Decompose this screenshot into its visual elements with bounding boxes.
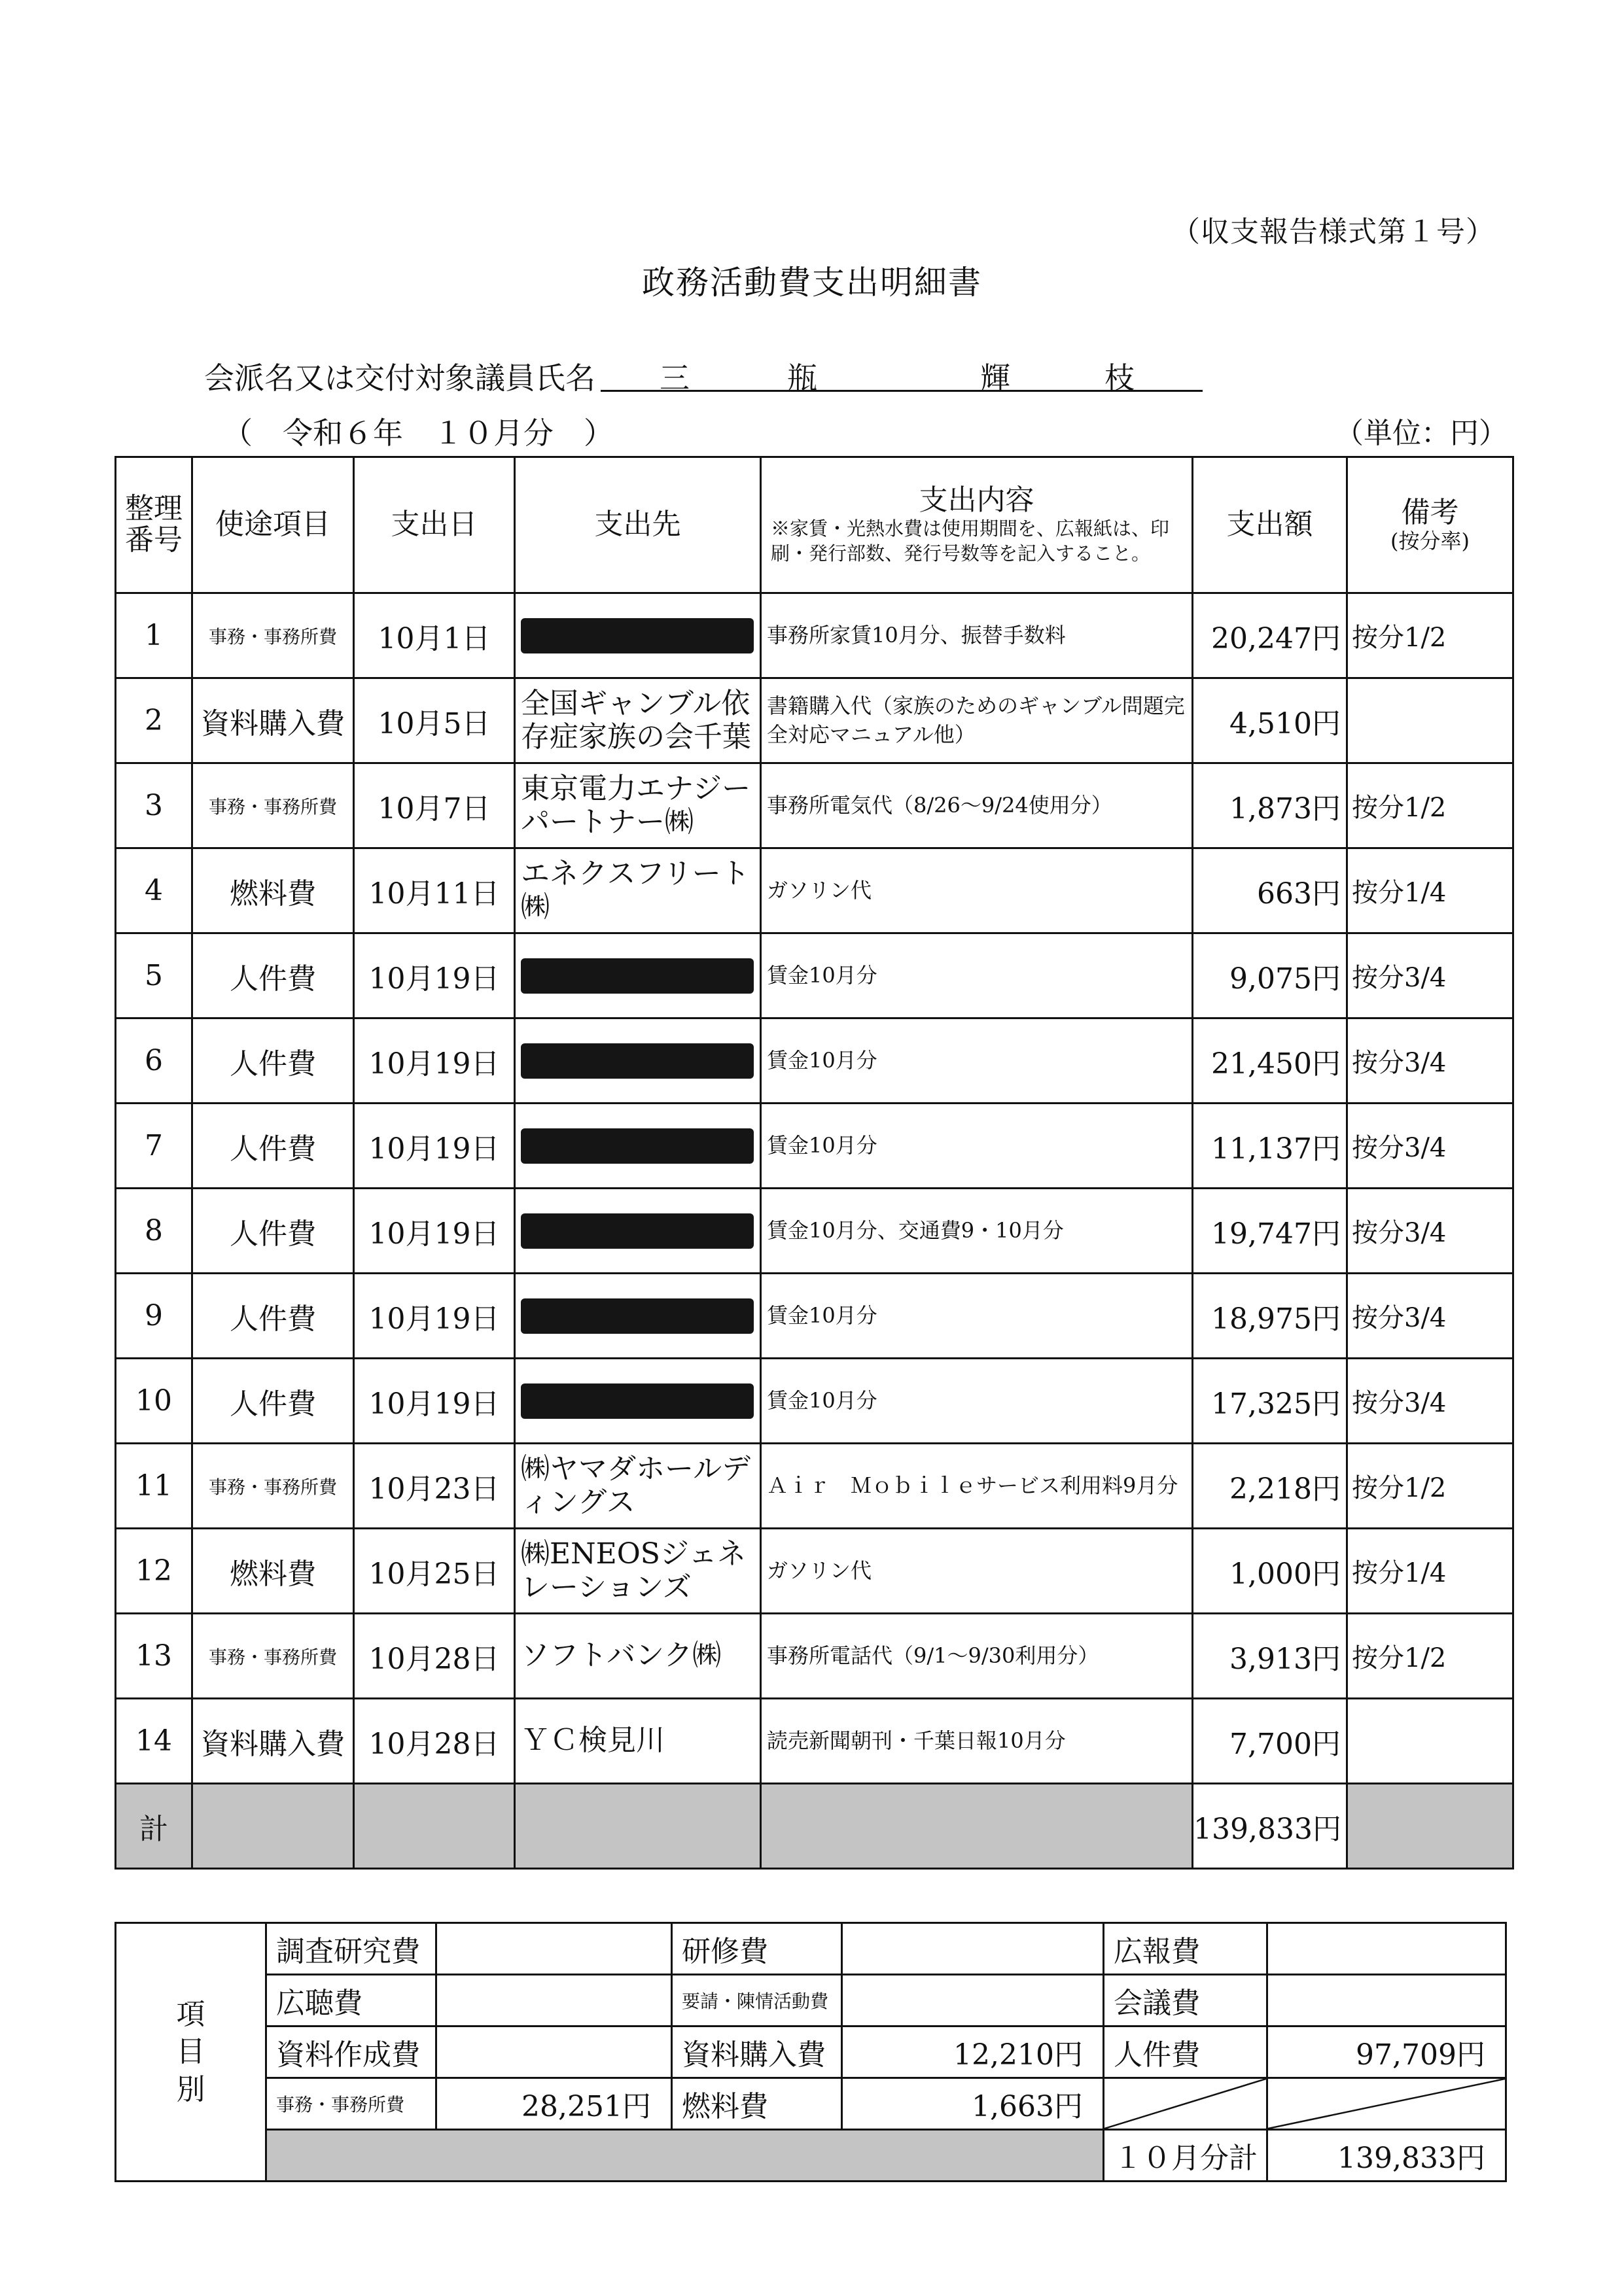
row-content: 賃金10月分 [761,1104,1193,1189]
row-payee: 東京電力エナジーパートナー㈱ [515,763,761,848]
table-row [116,848,1513,933]
row-amount: 11,137円 [1193,1104,1347,1189]
redaction-block [521,1298,754,1334]
summary-label-personnel: 人件費 [1104,2026,1267,2078]
row-number: 4 [116,848,192,933]
row-note [1347,678,1513,763]
row-content: 書籍購入代（家族のためのギャンブル問題完全対応マニュアル他） [761,678,1193,763]
row-payee [515,1018,761,1104]
row-amount: 21,450円 [1193,1018,1347,1104]
expense-table [115,456,1514,1870]
total-empty-cell [761,1784,1193,1869]
redaction-block [521,1383,754,1419]
row-note: 按分1/2 [1347,1614,1513,1699]
summary-label-materials-make: 資料作成費 [266,2026,436,2078]
row-number: 14 [116,1699,192,1784]
row-category: 燃料費 [192,848,354,933]
summary-label-meeting: 会議費 [1104,1975,1267,2026]
row-date: 10月7日 [354,763,515,848]
summary-label-petition: 要請・陳情活動費 [672,1975,842,2026]
row-category: 事務・事務所費 [192,1614,354,1699]
row-number: 8 [116,1189,192,1274]
row-amount: 19,747円 [1193,1189,1347,1274]
row-category: 事務・事務所費 [192,593,354,678]
table-row [116,1529,1513,1614]
row-category: 人件費 [192,1018,354,1104]
member-name-char: 瓶 [787,360,817,396]
form-code: （収支報告様式第１号） [1171,215,1495,249]
table-row [116,1444,1513,1529]
row-content: 賃金10月分 [761,1274,1193,1359]
summary-value-meeting [1267,1975,1506,2026]
table-row [116,763,1513,848]
row-content: 賃金10月分、交通費9・10月分 [761,1189,1193,1274]
summary-value-fuel: 1,663円 [842,2078,1104,2130]
row-number: 10 [116,1359,192,1444]
col-header-payee: 支出先 [515,457,761,593]
summary-month-total-value: 139,833円 [1267,2130,1506,2182]
row-content: Ａｉｒ Ｍｏｂｉｌｅサービス利用料9月分 [761,1444,1193,1529]
row-payee [515,1189,761,1274]
col-header-note [1347,457,1513,593]
row-note: 按分1/2 [1347,1444,1513,1529]
row-amount: 2,218円 [1193,1444,1347,1529]
row-amount: 4,510円 [1193,678,1347,763]
table-row [116,678,1513,763]
row-note: 按分1/4 [1347,848,1513,933]
row-content: ガソリン代 [761,1529,1193,1614]
col-header-no: 整理番号 [116,457,192,593]
row-payee: ソフトバンク㈱ [515,1614,761,1699]
row-note: 按分1/2 [1347,593,1513,678]
row-payee: 全国ギャンブル依存症家族の会千葉 [515,678,761,763]
row-category: 事務・事務所費 [192,763,354,848]
total-empty-cell [354,1784,515,1869]
summary-label-research: 調査研究費 [266,1923,436,1975]
category-summary-table [115,1922,1507,2182]
summary-label-hearing: 広聴費 [266,1975,436,2026]
row-amount: 3,913円 [1193,1614,1347,1699]
row-payee: ㈱ENEOSジェネレーションズ [515,1529,761,1614]
row-number: 12 [116,1529,192,1614]
row-number: 9 [116,1274,192,1359]
row-category: 資料購入費 [192,678,354,763]
row-payee [515,933,761,1018]
row-amount: 7,700円 [1193,1699,1347,1784]
col-header-amount: 支出額 [1193,457,1347,593]
row-note [1347,1699,1513,1784]
row-amount: 18,975円 [1193,1274,1347,1359]
redaction-block [521,1213,754,1249]
row-content: 事務所電話代（9/1～9/30利用分） [761,1614,1193,1699]
summary-label-pr: 広報費 [1104,1923,1267,1975]
row-content: 賃金10月分 [761,1359,1193,1444]
row-payee: ＹＣ検見川 [515,1699,761,1784]
row-category: 人件費 [192,1104,354,1189]
member-name-char: 輝 [980,360,1010,396]
row-content: 賃金10月分 [761,1018,1193,1104]
row-date: 10月23日 [354,1444,515,1529]
row-amount: 17,325円 [1193,1359,1347,1444]
summary-gray-band [266,2130,1104,2182]
summary-month-total-label: １０月分計 [1104,2130,1267,2182]
member-name-char: 三 [660,360,690,396]
table-row [116,1359,1513,1444]
row-category: 人件費 [192,933,354,1018]
row-amount: 663円 [1193,848,1347,933]
row-note: 按分1/2 [1347,763,1513,848]
redaction-block [521,1128,754,1164]
row-payee [515,1274,761,1359]
row-note: 按分3/4 [1347,1274,1513,1359]
summary-label-materials-buy: 資料購入費 [672,2026,842,2078]
summary-label-fuel: 燃料費 [672,2078,842,2130]
row-number: 5 [116,933,192,1018]
row-content: 事務所電気代（8/26～9/24使用分） [761,763,1193,848]
row-category: 人件費 [192,1359,354,1444]
col-header-note-title: 備考 [1401,495,1459,529]
row-payee: ㈱ヤマダホールディングス [515,1444,761,1529]
col-header-category: 使途項目 [192,457,354,593]
total-empty-cell [192,1784,354,1869]
total-amount: 139,833円 [1193,1784,1347,1869]
row-note: 按分1/4 [1347,1529,1513,1614]
total-row [116,1784,1513,1869]
row-date: 10月19日 [354,1359,515,1444]
col-header-note-sub: (按分率) [1390,529,1470,554]
table-row [116,1018,1513,1104]
row-number: 11 [116,1444,192,1529]
row-note: 按分3/4 [1347,933,1513,1018]
row-category: 資料購入費 [192,1699,354,1784]
row-amount: 1,000円 [1193,1529,1347,1614]
row-date: 10月28日 [354,1699,515,1784]
row-date: 10月1日 [354,593,515,678]
member-name [601,352,1203,396]
summary-value-materials-make [436,2026,672,2078]
summary-label-office: 事務・事務所費 [266,2078,436,2130]
total-empty-cell [1347,1784,1513,1869]
row-date: 10月28日 [354,1614,515,1699]
row-date: 10月19日 [354,933,515,1018]
row-date: 10月19日 [354,1104,515,1189]
row-content: 読売新聞朝刊・千葉日報10月分 [761,1699,1193,1784]
summary-value-office: 28,251円 [436,2078,672,2130]
summary-value-pr [1267,1923,1506,1975]
table-header-row [116,457,1513,593]
redaction-block [521,618,754,653]
row-number: 6 [116,1018,192,1104]
table-row [116,1189,1513,1274]
row-date: 10月19日 [354,1018,515,1104]
summary-value-training [842,1923,1104,1975]
row-amount: 9,075円 [1193,933,1347,1018]
summary-value-personnel: 97,709円 [1267,2026,1506,2078]
row-note: 按分3/4 [1347,1189,1513,1274]
table-row [116,1699,1513,1784]
row-content: 賃金10月分 [761,933,1193,1018]
row-payee: エネクスフリート㈱ [515,848,761,933]
row-note: 按分3/4 [1347,1104,1513,1189]
total-label: 計 [116,1784,192,1869]
col-header-content-note: ※家賃・光熱水費は使用期間を、広報紙は、印刷・発行部数、発行号数等を記入すること。 [771,517,1170,565]
row-number: 7 [116,1104,192,1189]
row-category: 人件費 [192,1189,354,1274]
row-date: 10月19日 [354,1274,515,1359]
redaction-block [521,1043,754,1079]
unit-label: （単位：円） [1335,417,1508,450]
row-payee [515,593,761,678]
summary-side-label: 項目別 [116,1923,266,2182]
table-row [116,1274,1513,1359]
member-label: 会派名又は交付対象議員氏名 [204,360,595,396]
member-name-char: 枝 [1104,360,1135,396]
summary-value-hearing [436,1975,672,2026]
total-empty-cell [515,1784,761,1869]
row-note: 按分3/4 [1347,1018,1513,1104]
row-number: 3 [116,763,192,848]
row-category: 事務・事務所費 [192,1444,354,1529]
table-row [116,593,1513,678]
redaction-block [521,958,754,994]
table-row [116,1104,1513,1189]
report-period: （ 令和６年 １０月分 ） [222,415,614,451]
document-title: 政務活動費支出明細書 [642,264,982,302]
row-date: 10月11日 [354,848,515,933]
row-number: 1 [116,593,192,678]
summary-label-training: 研修費 [672,1923,842,1975]
row-date: 10月5日 [354,678,515,763]
row-note: 按分3/4 [1347,1359,1513,1444]
row-number: 2 [116,678,192,763]
row-category: 人件費 [192,1274,354,1359]
row-date: 10月25日 [354,1529,515,1614]
row-payee [515,1104,761,1189]
col-header-date: 支出日 [354,457,515,593]
row-payee [515,1359,761,1444]
summary-crossed-cell [1267,2078,1506,2130]
table-row [116,933,1513,1018]
summary-value-research [436,1923,672,1975]
row-content: 事務所家賃10月分、振替手数料 [761,593,1193,678]
table-row [116,1614,1513,1699]
row-category: 燃料費 [192,1529,354,1614]
row-amount: 1,873円 [1193,763,1347,848]
col-header-content [761,457,1193,593]
summary-value-petition [842,1975,1104,2026]
row-number: 13 [116,1614,192,1699]
row-content: ガソリン代 [761,848,1193,933]
col-header-content-title: 支出内容 [919,483,1034,517]
row-amount: 20,247円 [1193,593,1347,678]
summary-crossed-cell [1104,2078,1267,2130]
row-date: 10月19日 [354,1189,515,1274]
summary-value-materials-buy: 12,210円 [842,2026,1104,2078]
